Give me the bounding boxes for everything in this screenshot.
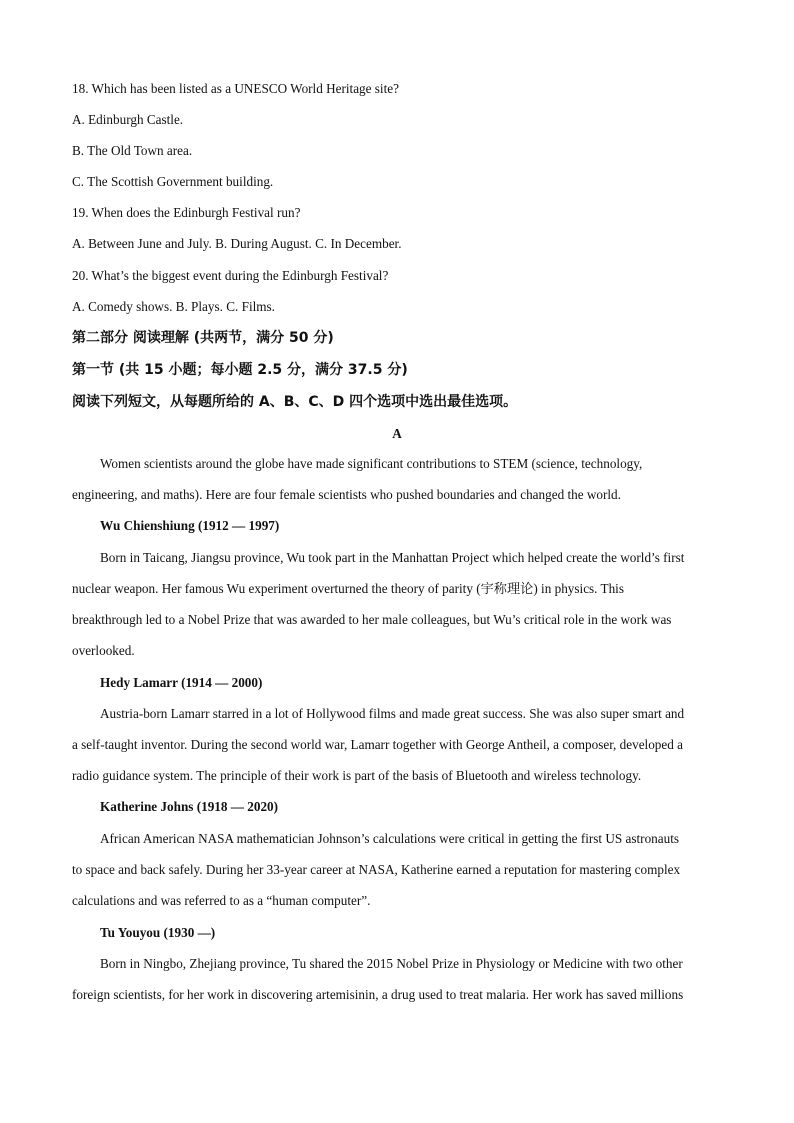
- question-20-options: A. Comedy shows. B. Plays. C. Films.: [72, 299, 275, 314]
- question-20-stem: 20. What’s the biggest event during the Edinburgh Festival?: [72, 268, 389, 283]
- johns-heading: Katherine Johns (1918 — 2020): [100, 799, 279, 814]
- section-one-title: 第一节 (共 15 小题；每小题 2.5 分，满分 37.5 分): [72, 362, 408, 378]
- question-19-options: A. Between June and July. B. During August. C. In December.: [72, 236, 402, 251]
- part-two-title: 第二部分 阅读理解 (共两节，满分 50 分): [72, 330, 334, 346]
- wu-paragraph-line-1: Born in Taicang, Jiangsu province, Wu took part in the Manhattan Project which helped create the world’s first: [100, 550, 685, 565]
- wu-paragraph-line-2: nuclear weapon. Her famous Wu experiment overturned the theory of parity (宇称理论) in physics. This: [72, 581, 624, 596]
- lamarr-paragraph-line-3: radio guidance system. The principle of their work is part of the basis of Bluetooth and wireless technology.: [72, 768, 642, 783]
- lamarr-heading: Hedy Lamarr (1914 — 2000): [100, 675, 263, 690]
- passage-label: A: [392, 426, 402, 441]
- passage-intro-line-1: Women scientists around the globe have made significant contributions to STEM (science, technology,: [100, 456, 643, 471]
- johns-paragraph-line-2: to space and back safely. During her 33-year career at NASA, Katherine earned a reputation for mastering complex: [72, 862, 681, 877]
- question-18-option-a: A. Edinburgh Castle.: [72, 112, 184, 127]
- question-18-stem: 18. Which has been listed as a UNESCO World Heritage site?: [72, 81, 399, 96]
- question-18-option-b: B. The Old Town area.: [72, 143, 193, 158]
- reading-instruction: 阅读下列短文，从每题所给的 A、B、C、D 四个选项中选出最佳选项。: [72, 394, 518, 410]
- lamarr-paragraph-line-1: Austria-born Lamarr starred in a lot of Hollywood films and made great success. She was also super smart and: [100, 706, 685, 721]
- tu-paragraph-line-2: foreign scientists, for her work in discovering artemisinin, a drug used to treat malaria. Her work has saved millions: [72, 987, 684, 1002]
- question-19-stem: 19. When does the Edinburgh Festival run?: [72, 205, 301, 220]
- wu-paragraph-line-4: overlooked.: [72, 643, 135, 658]
- tu-paragraph-line-1: Born in Ningbo, Zhejiang province, Tu shared the 2015 Nobel Prize in Physiology or Medicine with two other: [100, 956, 683, 971]
- wu-heading: Wu Chienshiung (1912 — 1997): [100, 518, 280, 533]
- question-18-option-c: C. The Scottish Government building.: [72, 174, 274, 189]
- johns-paragraph-line-1: African American NASA mathematician Johnson’s calculations were critical in getting the first US astronauts: [100, 831, 679, 846]
- tu-heading: Tu Youyou (1930 —): [100, 925, 216, 940]
- passage-intro-line-2: engineering, and maths). Here are four female scientists who pushed boundaries and changed the world.: [72, 487, 621, 502]
- wu-paragraph-line-3: breakthrough led to a Nobel Prize that was awarded to her male colleagues, but Wu’s critical role in the work was: [72, 612, 672, 627]
- lamarr-paragraph-line-2: a self-taught inventor. During the second world war, Lamarr together with George Antheil, a composer, developed a: [72, 737, 683, 752]
- johns-paragraph-line-3: calculations and was referred to as a “human computer”.: [72, 893, 371, 908]
